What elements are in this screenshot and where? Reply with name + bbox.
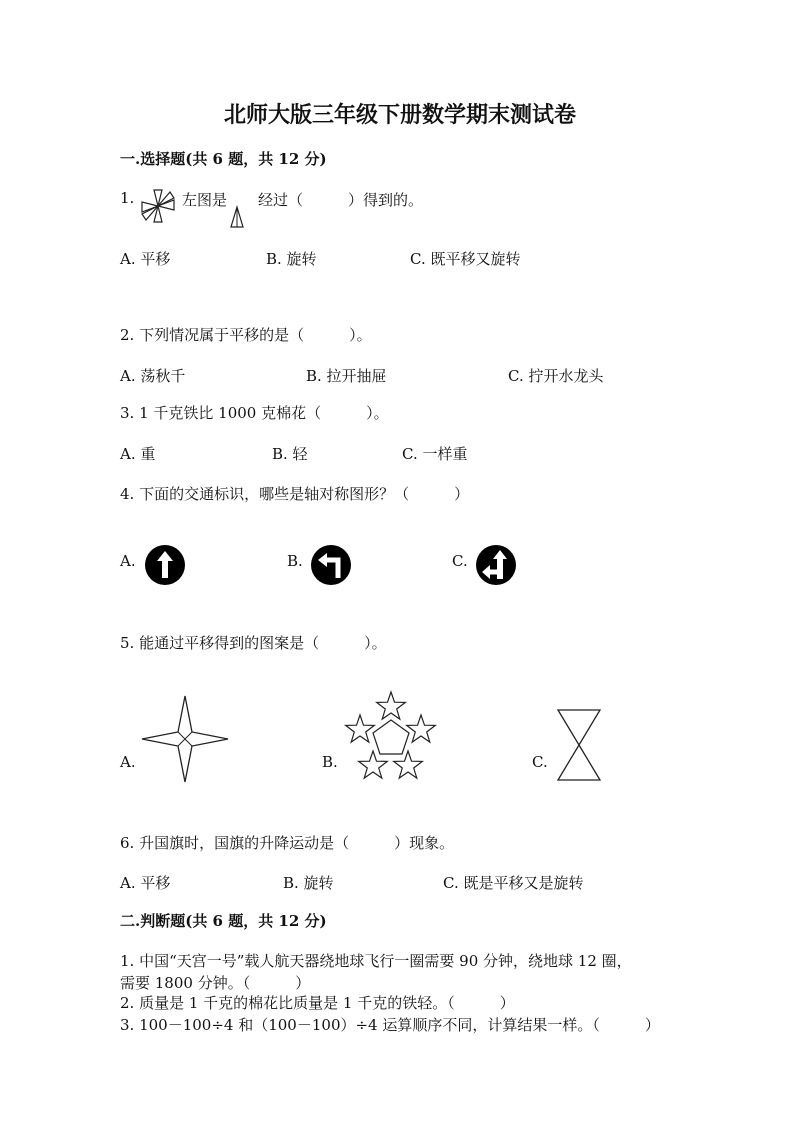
option-c[interactable]: C. 既是平移又是旋转: [443, 874, 584, 892]
five-stars-pentagon-icon: [343, 690, 439, 784]
question-text: 4. 下面的交通标识，哪些是轴对称图形？（ ）: [120, 485, 470, 503]
judgement-item: 需要 1800 分钟。（ ）: [120, 974, 311, 992]
option-a[interactable]: A. 重: [120, 445, 156, 463]
option-a[interactable]: A.: [120, 552, 136, 570]
question-text: 6. 升国旗时，国旗的升降运动是（ ）现象。: [120, 834, 455, 852]
option-b[interactable]: B.: [322, 753, 338, 771]
page-title: 北师大版三年级下册数学期末测试卷: [223, 102, 576, 128]
section-heading-choice: 一.选择题(共 6 题，共 12 分): [120, 150, 327, 168]
option-c[interactable]: C. 拧开水龙头: [508, 367, 604, 385]
section-heading-judgement: 二.判断题(共 6 题，共 12 分): [120, 912, 327, 930]
left-and-straight-sign-icon: [475, 544, 517, 586]
hourglass-icon: [556, 708, 602, 782]
question-text: 3. 1 千克铁比 1000 克棉花（ ）。: [120, 404, 389, 422]
judgement-item: 3. 100－100÷4 和（100－100）÷4 运算顺序不同，计算结果一样。（ ）: [120, 1016, 660, 1034]
four-point-star-icon: [140, 694, 230, 784]
option-c[interactable]: C. 一样重: [402, 445, 468, 463]
option-b[interactable]: B. 轻: [272, 445, 308, 463]
option-a[interactable]: A.: [120, 753, 136, 771]
question-text: 5. 能通过平移得到的图案是（ ）。: [120, 634, 387, 652]
question-text: 经过（ ）得到的。: [258, 191, 424, 209]
option-a[interactable]: A. 平移: [120, 874, 171, 892]
option-a[interactable]: A. 平移: [120, 250, 171, 268]
turn-left-sign-icon: [310, 544, 352, 586]
judgement-item: 2. 质量是 1 千克的棉花比质量是 1 千克的铁轻。（ ）: [120, 994, 515, 1012]
judgement-item: 1. 中国“天宫一号”载人航天器绕地球飞行一圈需要 90 分钟，绕地球 12 圈，: [120, 952, 632, 970]
option-a[interactable]: A. 荡秋千: [120, 367, 186, 385]
option-b[interactable]: B. 拉开抽屉: [306, 367, 387, 385]
pinwheel-icon: [136, 188, 180, 224]
option-b[interactable]: B. 旋转: [283, 874, 334, 892]
arrow-up-sign-icon: [144, 544, 186, 586]
question-text: 左图是: [182, 191, 228, 209]
option-c[interactable]: C.: [532, 753, 548, 771]
option-b[interactable]: B. 旋转: [266, 250, 317, 268]
option-b[interactable]: B.: [287, 552, 303, 570]
question-text: 2. 下列情况属于平移的是（ ）。: [120, 326, 372, 344]
question-number: 1.: [120, 189, 135, 207]
triangle-icon: [230, 206, 244, 228]
option-c[interactable]: C. 既平移又旋转: [410, 250, 521, 268]
option-c[interactable]: C.: [452, 552, 468, 570]
